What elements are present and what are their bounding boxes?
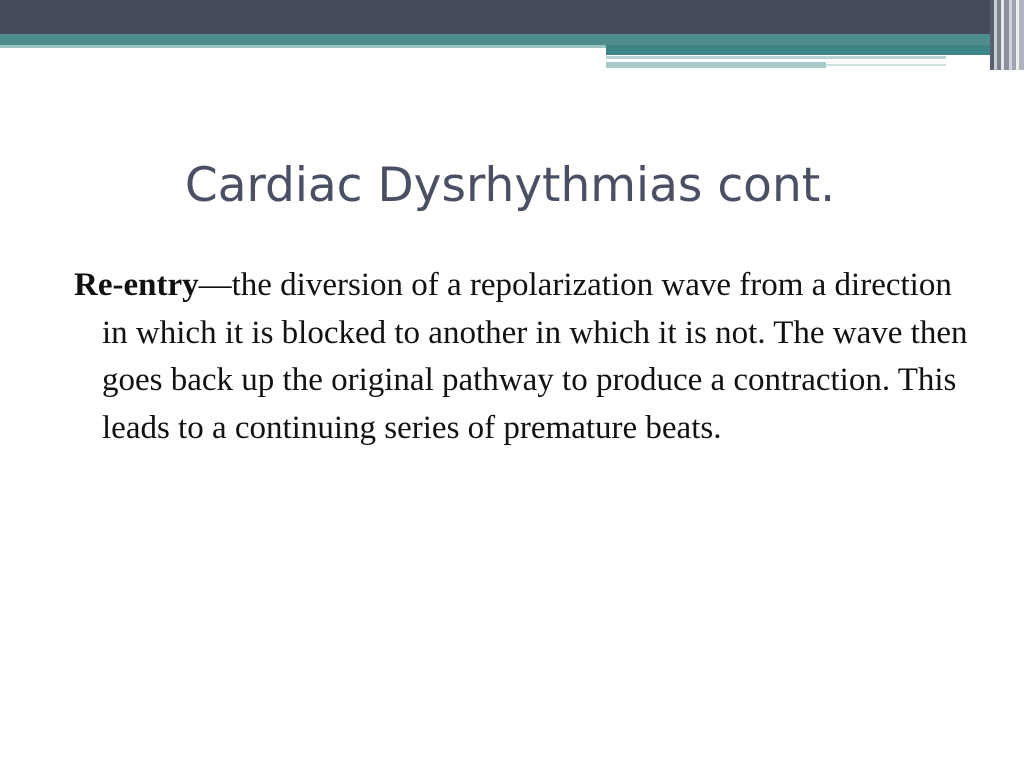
header-right-line [606, 56, 946, 59]
term-label: Re-entry [74, 267, 199, 303]
slide-title [0, 158, 1024, 213]
header-stripes [990, 0, 1024, 70]
header-right-block [606, 45, 1024, 55]
definition-text: —the diversion of a repolarization wave from a direction in which it is blocked to another in which it is not. The wave then goes back up the original pathway to produce a contraction. This leads to a continuing series of premature beats. [102, 267, 968, 446]
header-dark-band [0, 0, 1024, 34]
definition-paragraph [74, 262, 974, 452]
slide-title-text: Cardiac Dysrhythmias cont. [184, 158, 836, 213]
header-right-line [606, 62, 826, 68]
header-teal-band [0, 34, 1024, 45]
slide-body [74, 262, 974, 452]
header-light-line [0, 45, 606, 48]
header-right-line [826, 64, 946, 66]
